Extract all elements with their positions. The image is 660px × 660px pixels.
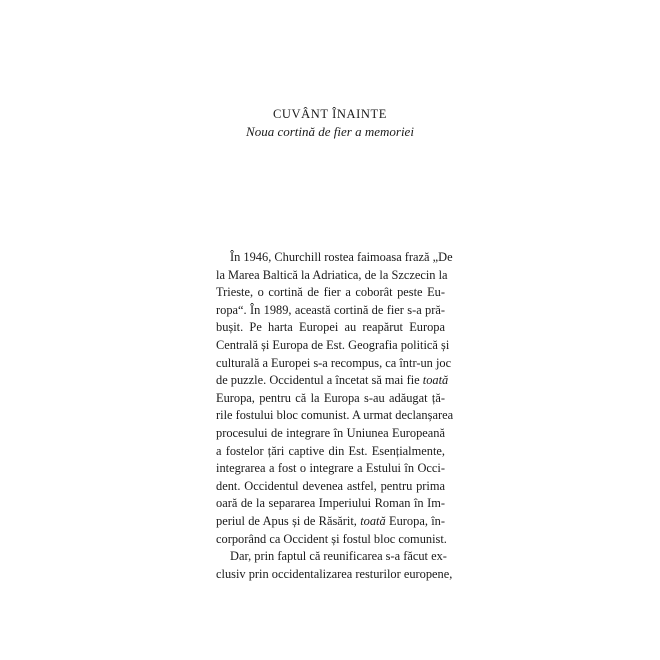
paragraph xyxy=(216,548,453,583)
chapter-heading xyxy=(0,106,660,141)
text-line: culturală a Europei s-a recompus, ca într-un joc xyxy=(216,355,452,370)
text-line: dent. Occidentul devenea astfel, pentru prima xyxy=(216,478,445,493)
text-line: Dar, prin faptul că reunificarea s-a făcut ex- xyxy=(230,549,447,564)
text-line: bușit. Pe harta Europei au reapărut Europa xyxy=(216,320,445,335)
text-line: procesului de integrare în Uniunea Europeană xyxy=(216,425,445,440)
emphasis: toată xyxy=(422,373,449,388)
text-line: de puzzle. Occidentul a încetat să mai fie toată xyxy=(216,373,449,388)
text-line: Trieste, o cortină de fier a coborât peste Eu- xyxy=(216,285,445,300)
text-line: În 1946, Churchill rostea faimoasa frază „De xyxy=(230,250,453,264)
text-line: ropa“. În 1989, această cortină de fier s-a pră- xyxy=(216,302,445,317)
paragraph xyxy=(216,249,454,548)
emphasis: toată xyxy=(360,513,386,528)
text-line: oară de la separarea Imperiului Roman în Im- xyxy=(216,496,445,511)
text-line: Centrală și Europa de Est. Geografia politică și xyxy=(216,337,450,352)
text-line: a fostelor țări captive din Est. Esențialmente, xyxy=(216,443,445,458)
body-text xyxy=(216,249,454,583)
text-line: rile fostului bloc comunist. A urmat declanșarea xyxy=(216,408,454,423)
text-line: periul de Apus și de Răsărit, toată Europa, în- xyxy=(216,513,446,528)
text-line: corporând ca Occident și fostul bloc comunist. xyxy=(216,531,447,546)
chapter-label: CUVÂNT ÎNAINTE xyxy=(272,107,388,121)
chapter-subtitle: Noua cortină de fier a memoriei xyxy=(246,124,414,139)
text-line: la Marea Baltică la Adriatica, de la Szczecin la xyxy=(216,267,448,282)
text-line: Europa, pentru că la Europa s-au adăugat ță- xyxy=(216,390,445,405)
text-line: integrarea a fost o integrare a Estului în Occi- xyxy=(216,461,445,476)
text-line: clusiv prin occidentalizarea resturilor europene, xyxy=(216,566,453,581)
